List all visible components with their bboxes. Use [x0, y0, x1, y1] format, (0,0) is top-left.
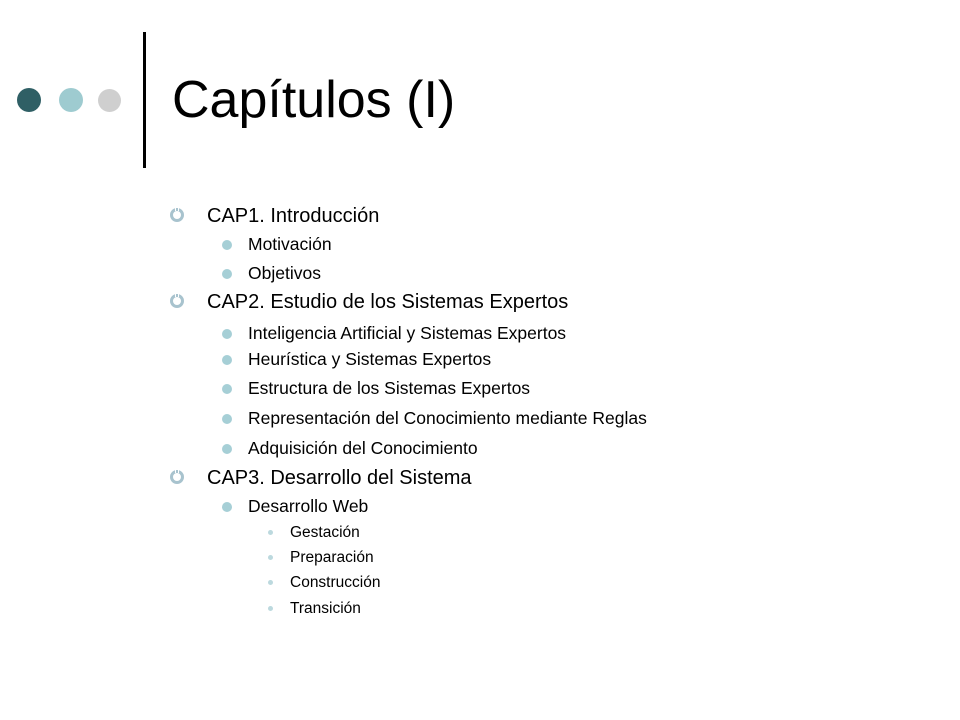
item-text: Motivación	[248, 234, 332, 254]
item-text: Desarrollo Web	[248, 496, 369, 516]
small-dot-bullet-icon	[268, 580, 273, 585]
chapter-item	[207, 290, 568, 314]
subtopic-item	[248, 233, 332, 255]
disc-bullet-icon	[222, 240, 232, 250]
item-text: Construcción	[290, 574, 381, 591]
subtopic-item	[248, 407, 647, 429]
slide-title: Capítulos (I)	[172, 71, 456, 129]
subtopic-item	[248, 437, 478, 459]
chapter-item	[207, 204, 379, 228]
item-text: CAP2. Estudio de los Sistemas Expertos	[207, 291, 569, 313]
disc-bullet-icon	[222, 329, 232, 339]
subtopic-item	[248, 322, 566, 344]
item-text: Representación del Conocimiento mediante Reglas	[248, 408, 647, 428]
item-text: Preparación	[290, 549, 374, 566]
small-dot-bullet-icon	[268, 530, 273, 535]
disc-bullet-icon	[222, 384, 232, 394]
detail-item	[290, 599, 361, 619]
item-text: Inteligencia Artificial y Sistemas Expertos	[248, 323, 567, 343]
item-text: Estructura de los Sistemas Expertos	[248, 378, 531, 398]
disc-bullet-icon	[222, 355, 232, 365]
item-text: Heurística y Sistemas Expertos	[248, 349, 492, 369]
ring-bullet-icon	[170, 470, 184, 484]
subtopic-item	[248, 495, 368, 517]
item-text: Adquisición del Conocimiento	[248, 438, 478, 458]
item-text: Transición	[290, 600, 361, 617]
disc-bullet-icon	[222, 269, 232, 279]
subtopic-item	[248, 377, 530, 399]
subtopic-item	[248, 348, 491, 370]
ring-bullet-icon	[170, 294, 184, 308]
detail-item	[290, 573, 380, 593]
item-text: CAP3. Desarrollo del Sistema	[207, 467, 472, 489]
small-dot-bullet-icon	[268, 555, 273, 560]
subtopic-item	[248, 262, 321, 284]
disc-bullet-icon	[222, 502, 232, 512]
ring-bullet-icon	[170, 208, 184, 222]
item-text: CAP1. Introducción	[207, 205, 380, 227]
item-text: Objetivos	[248, 263, 321, 283]
disc-bullet-icon	[222, 414, 232, 424]
detail-item	[290, 523, 360, 543]
small-dot-bullet-icon	[268, 606, 273, 611]
disc-bullet-icon	[222, 444, 232, 454]
item-text: Gestación	[290, 524, 360, 541]
detail-item	[290, 548, 374, 568]
chapter-item	[207, 466, 472, 490]
